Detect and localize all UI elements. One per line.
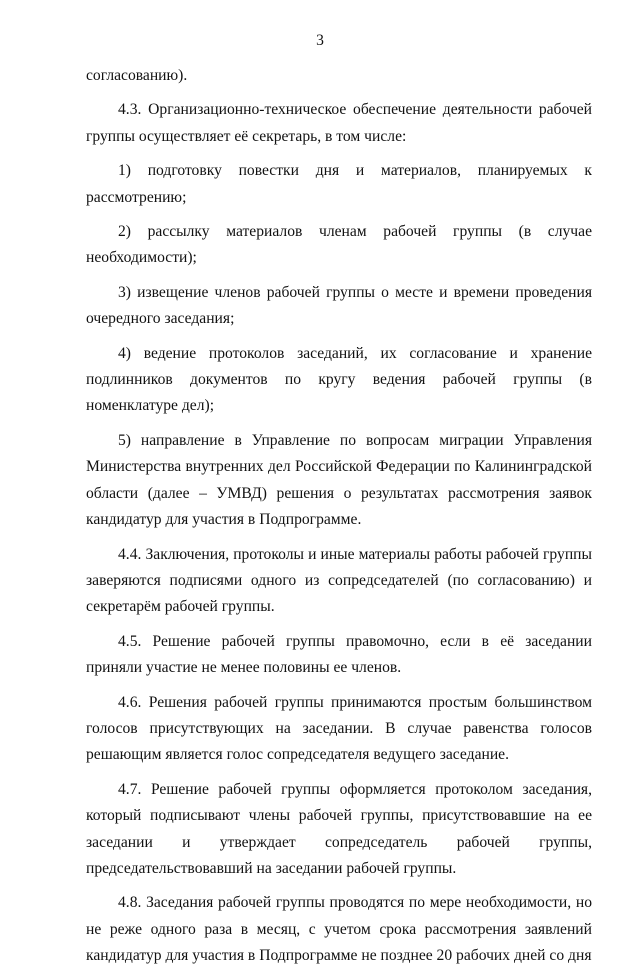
paragraph-4-3: 4.3. Организационно-техническое обеспечение деятельности рабочей группы осуществляет её секретарь, в том числе: [86,101,592,145]
document-body [86,63,592,970]
paragraph-4-8: 4.8. Заседания рабочей группы проводятся по мере необходимости, но не реже одного раза в месяц, с учетом срока рассмотрения заявлений кандидатур для участия в Подпрограмме не позднее 20 рабочих дней со дня [86,894,592,965]
paragraph-4-4: 4.4. Заключения, протоколы и иные материалы работы рабочей группы заверяются подписями одного из сопредседателей (по согласованию) и секретарём рабочей группы. [86,545,592,616]
list-item-4: 4) ведение протоколов заседаний, их согласование и хранение подлинников документов по кругу ведения рабочей группы (в номенклатуре дел); [86,344,592,415]
page-number: 3 [316,32,324,49]
paragraph-4-7: 4.7. Решение рабочей группы оформляется протоколом заседания, который подписывают члены рабочей группы, присутствовавшие на ее заседании и утверждает сопредседатель рабочей группы, председательствовавший на заседании рабочей группы. [86,780,592,877]
paragraph-4-5: 4.5. Решение рабочей группы правомочно, если в её заседании приняли участие не менее половины ее членов. [86,632,592,677]
list-item-5: 5) направление в Управление по вопросам миграции Управления Министерства внутренних дел Российской Федерации по Калининградской области (далее – УМВД) решения о результатах рассмотрения заявок кандидатур для участия в Подпрограмме. [86,431,592,529]
list-item-1: 1) подготовку повестки дня и материалов, планируемых к рассмотрению; [86,162,592,206]
list-item-3: 3) извещение членов рабочей группы о месте и времени проведения очередного заседания; [86,283,592,328]
paragraph-continuation: согласованию). [86,67,188,84]
list-item-2: 2) рассылку материалов членам рабочей группы (в случае необходимости); [86,223,592,267]
paragraph-4-6: 4.6. Решения рабочей группы принимаются простым большинством голосов присутствующих на заседании. В случае равенства голосов решающим является голос сопредседателя ведущего заседание. [86,693,592,764]
